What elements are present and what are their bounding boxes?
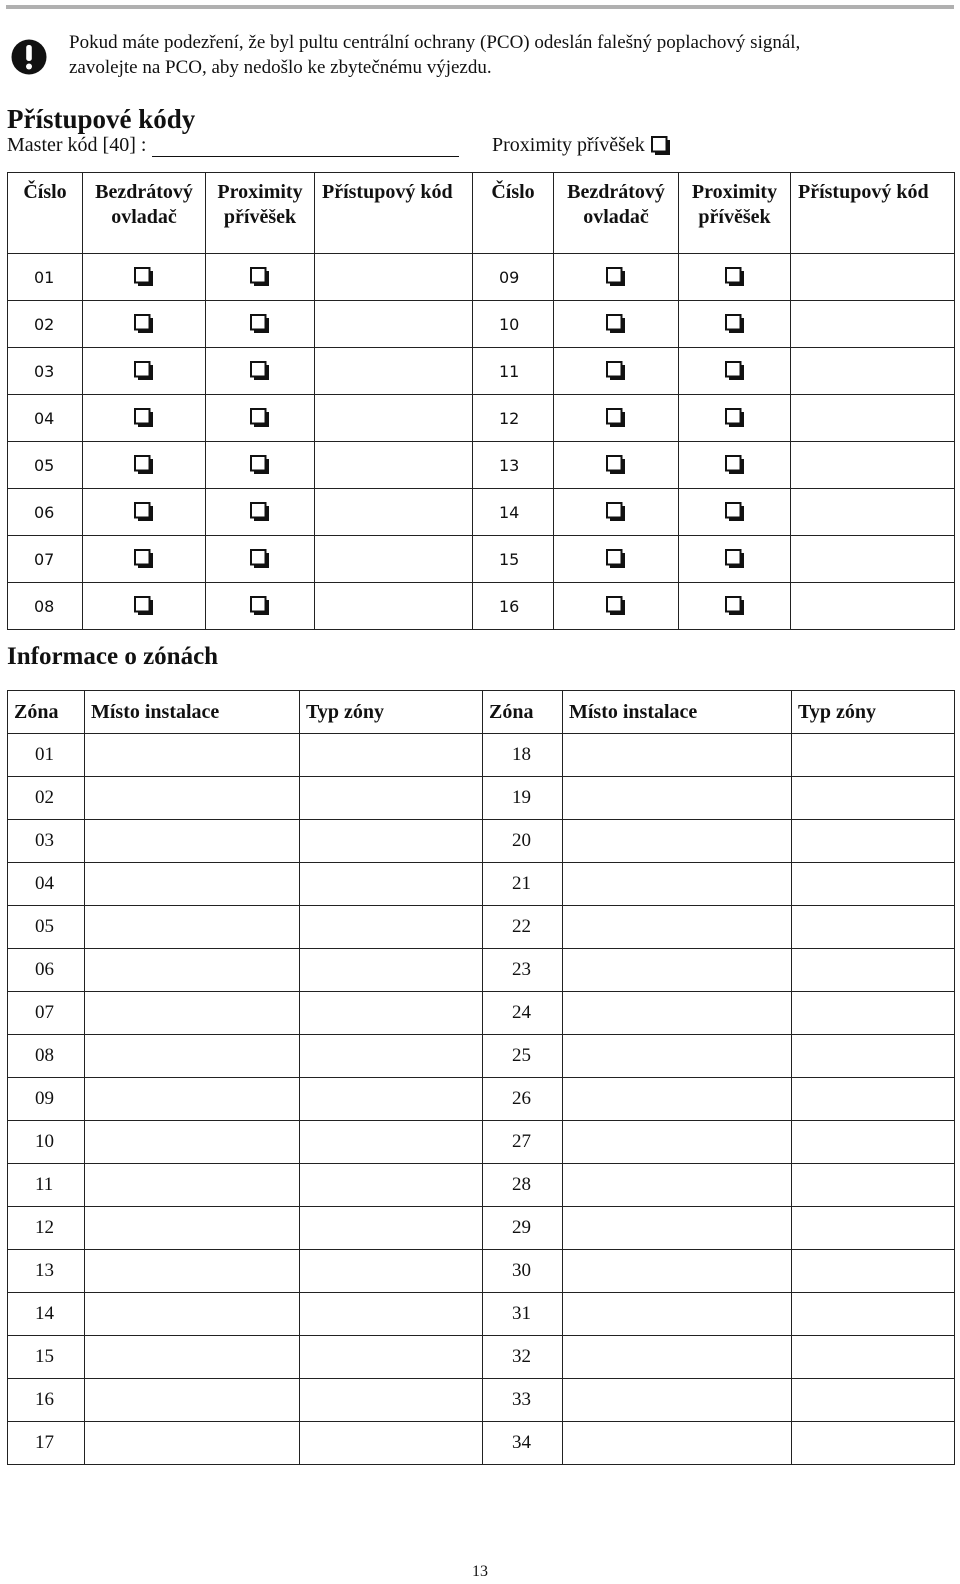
zone-type-cell[interactable] [300,863,483,906]
zone-location-cell[interactable] [85,734,300,777]
wireless-remote-cell [83,442,206,489]
zone-location-cell[interactable] [85,949,300,992]
checkbox-icon[interactable] [725,502,745,522]
zone-number: 02 [8,777,85,820]
zone-type-cell[interactable] [300,992,483,1035]
zone-type-cell[interactable] [792,777,955,820]
zone-type-cell[interactable] [792,734,955,777]
zone-location-cell[interactable] [563,1121,792,1164]
zone-number: 16 [8,1379,85,1422]
proximity-tag-cell [206,348,315,395]
zone-location-cell[interactable] [85,906,300,949]
zone-number: 12 [8,1207,85,1250]
access-code-cell[interactable] [315,489,473,536]
proximity-tag-cell [679,348,791,395]
wireless-remote-cell [554,254,679,301]
page-number: 13 [472,1563,488,1580]
zone-location-cell[interactable] [563,734,792,777]
access-code-row [8,442,955,489]
warning-line-1: Pokud máte podezření, že byl pultu centrální ochrany (PCO) odeslán falešný poplachový signál, [69,32,801,53]
column-header-zone-type-2: Typ zóny [792,691,955,734]
zone-location-cell[interactable] [85,1035,300,1078]
zone-type-cell[interactable] [792,863,955,906]
wireless-remote-cell [83,583,206,630]
zone-location-cell[interactable] [563,906,792,949]
zone-type-cell[interactable] [300,820,483,863]
proximity-tag-cell [679,536,791,583]
checkbox-icon[interactable] [134,408,154,428]
zone-number: 32 [483,1336,563,1379]
access-codes-table [7,172,955,630]
zone-location-cell[interactable] [563,992,792,1035]
zone-number: 07 [8,992,85,1035]
checkbox-icon[interactable] [250,549,270,569]
column-header-location: Místo instalace [85,691,300,734]
zone-type-cell[interactable] [792,906,955,949]
zone-number: 18 [483,734,563,777]
column-header-zone-type: Typ zóny [300,691,483,734]
wireless-remote-cell [83,395,206,442]
zone-location-cell[interactable] [85,1164,300,1207]
zone-row [8,820,955,863]
zone-location-cell[interactable] [563,1207,792,1250]
proximity-tag-label: Proximity přívěšek [492,134,645,156]
zone-row [8,1078,955,1121]
master-code-blank[interactable] [152,136,459,157]
column-header-proximity [206,173,315,254]
zone-number: 11 [8,1164,85,1207]
access-code-row [8,583,955,630]
proximity-header-line-2: přívěšek [698,206,771,228]
column-header-wireless [83,173,206,254]
zone-location-cell[interactable] [85,1379,300,1422]
user-number: 13 [473,442,554,489]
wireless-remote-cell [83,254,206,301]
master-code-label: Master kód [40] : [7,134,147,156]
checkbox-icon[interactable] [725,455,745,475]
user-number: 03 [8,348,83,395]
checkbox-icon[interactable] [134,267,154,287]
master-code-line [7,134,459,157]
zone-number: 25 [483,1035,563,1078]
access-code-cell[interactable] [791,301,955,348]
user-number: 04 [8,395,83,442]
zone-location-cell[interactable] [563,1035,792,1078]
proximity-tag-cell [679,583,791,630]
access-code-cell[interactable] [315,254,473,301]
checkbox-icon[interactable] [250,361,270,381]
access-code-cell[interactable] [791,254,955,301]
zone-number: 04 [8,863,85,906]
zone-row [8,1336,955,1379]
user-number: 08 [8,583,83,630]
zone-type-cell[interactable] [792,820,955,863]
zone-number: 33 [483,1379,563,1422]
user-number: 14 [473,489,554,536]
zone-row [8,777,955,820]
zone-type-cell[interactable] [792,1293,955,1336]
column-header-code-2: Přístupový kód [791,173,955,254]
zone-number: 15 [8,1336,85,1379]
user-number: 07 [8,536,83,583]
zones-body [8,734,955,1465]
checkbox-icon[interactable] [250,596,270,616]
zone-number: 01 [8,734,85,777]
zone-type-cell[interactable] [300,1078,483,1121]
zone-number: 26 [483,1078,563,1121]
proximity-tag-cell [206,442,315,489]
checkbox-icon[interactable] [134,455,154,475]
top-divider [6,5,954,9]
checkbox-icon[interactable] [725,549,745,569]
access-code-cell[interactable] [315,442,473,489]
checkbox-icon[interactable] [606,549,626,569]
checkbox-icon[interactable] [725,267,745,287]
zone-row [8,1422,955,1465]
user-number: 02 [8,301,83,348]
proximity-tag-cell [679,301,791,348]
zone-row [8,992,955,1035]
wireless-remote-cell [83,489,206,536]
checkbox-icon[interactable] [134,314,154,334]
wireless-remote-cell [83,348,206,395]
zone-type-cell[interactable] [300,906,483,949]
access-code-cell[interactable] [791,348,955,395]
user-number: 01 [8,254,83,301]
zone-number: 21 [483,863,563,906]
zone-location-cell[interactable] [563,1422,792,1465]
zone-row [8,1035,955,1078]
zone-location-cell[interactable] [563,820,792,863]
wireless-remote-cell [554,301,679,348]
zone-number: 05 [8,906,85,949]
zones-table [7,690,955,1465]
warning-line-2: zavolejte na PCO, aby nedošlo ke zbytečnému výjezdu. [69,57,492,78]
proximity-tag-cell [206,254,315,301]
wireless-header-line-2: ovladač [111,206,177,228]
zone-type-cell[interactable] [300,1207,483,1250]
access-codes-body [8,254,955,630]
access-code-cell[interactable] [791,536,955,583]
zone-type-cell[interactable] [300,1035,483,1078]
wireless-header-line-1: Bezdrátový [95,181,193,203]
zone-number: 29 [483,1207,563,1250]
access-code-cell[interactable] [791,442,955,489]
checkbox-icon[interactable] [250,408,270,428]
warning-text [69,30,939,80]
column-header-proximity-2 [679,173,791,254]
zone-row [8,1164,955,1207]
access-code-cell[interactable] [791,489,955,536]
user-number: 16 [473,583,554,630]
checkbox-icon[interactable] [250,314,270,334]
access-code-cell[interactable] [315,583,473,630]
zone-row [8,906,955,949]
zone-type-cell[interactable] [300,949,483,992]
access-code-cell[interactable] [315,348,473,395]
zone-number: 27 [483,1121,563,1164]
zone-type-cell[interactable] [792,1035,955,1078]
zone-location-cell[interactable] [563,1078,792,1121]
zone-number: 03 [8,820,85,863]
zone-type-cell[interactable] [792,1121,955,1164]
zone-row [8,1250,955,1293]
zone-location-cell[interactable] [85,992,300,1035]
zone-number: 28 [483,1164,563,1207]
access-code-cell[interactable] [315,536,473,583]
proximity-tag-cell [206,489,315,536]
zone-number: 31 [483,1293,563,1336]
checkbox-icon[interactable] [250,455,270,475]
zone-number: 24 [483,992,563,1035]
access-code-row [8,536,955,583]
wireless-remote-cell [554,442,679,489]
checkbox-icon[interactable] [606,361,626,381]
zone-location-cell[interactable] [563,777,792,820]
zone-row [8,1379,955,1422]
proximity-header-line-1: Proximity [691,181,778,203]
wireless-remote-cell [554,348,679,395]
zone-row [8,863,955,906]
zone-number: 19 [483,777,563,820]
checkbox-icon[interactable] [250,267,270,287]
zone-type-cell[interactable] [300,1293,483,1336]
user-number: 10 [473,301,554,348]
checkbox-icon[interactable] [725,596,745,616]
proximity-tag-cell [679,489,791,536]
wireless-remote-cell [83,536,206,583]
column-header-zone: Zóna [8,691,85,734]
access-code-row [8,301,955,348]
checkbox-icon[interactable] [606,596,626,616]
zone-location-cell[interactable] [85,1422,300,1465]
zone-location-cell[interactable] [85,1207,300,1250]
zone-type-cell[interactable] [792,1207,955,1250]
zone-row [8,1207,955,1250]
checkbox-icon[interactable] [134,596,154,616]
zone-type-cell[interactable] [300,1250,483,1293]
checkbox-icon[interactable] [134,502,154,522]
zone-type-cell[interactable] [792,1250,955,1293]
zone-number: 23 [483,949,563,992]
checkbox-icon[interactable] [606,455,626,475]
access-code-cell[interactable] [791,395,955,442]
proximity-tag-cell [206,301,315,348]
user-number: 12 [473,395,554,442]
zone-location-cell[interactable] [85,1250,300,1293]
zone-number: 09 [8,1078,85,1121]
checkbox-icon[interactable] [606,314,626,334]
zones-title: Informace o zónách [7,643,219,670]
zone-location-cell[interactable] [85,820,300,863]
zone-type-cell[interactable] [792,1164,955,1207]
zone-location-cell[interactable] [563,1379,792,1422]
wireless-remote-cell [554,395,679,442]
zone-type-cell[interactable] [300,1164,483,1207]
zone-type-cell[interactable] [792,1336,955,1379]
access-code-cell[interactable] [315,301,473,348]
access-code-row [8,348,955,395]
zone-location-cell[interactable] [85,1121,300,1164]
user-number: 09 [473,254,554,301]
column-header-code: Přístupový kód [315,173,473,254]
zone-location-cell[interactable] [563,863,792,906]
zone-location-cell[interactable] [85,1336,300,1379]
zone-number: 06 [8,949,85,992]
proximity-header-line-2: přívěšek [223,206,297,228]
access-code-cell[interactable] [315,395,473,442]
proximity-tag-cell [206,583,315,630]
column-header-number: Číslo [8,173,83,254]
zone-location-cell[interactable] [85,1078,300,1121]
zone-number: 14 [8,1293,85,1336]
access-code-row [8,395,955,442]
zones-header-row [8,691,955,734]
zone-row [8,734,955,777]
proximity-tag-option [492,134,671,157]
zone-type-cell[interactable] [792,1379,955,1422]
zone-row [8,1121,955,1164]
zone-number: 30 [483,1250,563,1293]
proximity-tag-cell [679,254,791,301]
exclamation-icon [11,39,47,75]
access-codes-title: Přístupové kódy [7,104,196,134]
column-header-number-2: Číslo [473,173,554,254]
user-number: 15 [473,536,554,583]
access-code-row [8,489,955,536]
zone-type-cell[interactable] [792,1078,955,1121]
zone-row [8,949,955,992]
checkbox-icon[interactable] [606,267,626,287]
zone-location-cell[interactable] [85,1293,300,1336]
zone-number: 20 [483,820,563,863]
zone-type-cell[interactable] [300,1336,483,1379]
access-code-row [8,254,955,301]
checkbox-icon[interactable] [606,502,626,522]
user-number: 06 [8,489,83,536]
zone-number: 22 [483,906,563,949]
zone-location-cell[interactable] [563,1164,792,1207]
zone-location-cell[interactable] [85,777,300,820]
wireless-remote-cell [554,536,679,583]
zone-type-cell[interactable] [300,734,483,777]
access-codes-header-row [8,173,955,254]
zone-type-cell[interactable] [792,1422,955,1465]
column-header-wireless-2 [554,173,679,254]
proximity-tag-cell [679,395,791,442]
wireless-remote-cell [83,301,206,348]
zone-number: 34 [483,1422,563,1465]
checkbox-icon[interactable] [134,549,154,569]
wireless-remote-cell [554,489,679,536]
zone-location-cell[interactable] [563,1293,792,1336]
zone-number: 13 [8,1250,85,1293]
zone-type-cell[interactable] [300,777,483,820]
user-number: 11 [473,348,554,395]
zone-location-cell[interactable] [85,863,300,906]
checkbox-icon[interactable] [134,361,154,381]
wireless-header-line-2: ovladač [583,206,649,228]
checkbox-icon[interactable] [725,408,745,428]
user-number: 05 [8,442,83,489]
access-code-cell[interactable] [791,583,955,630]
zone-number: 17 [8,1422,85,1465]
checkbox-icon[interactable] [250,502,270,522]
zone-location-cell[interactable] [563,1336,792,1379]
wireless-remote-cell [554,583,679,630]
zone-location-cell[interactable] [563,1250,792,1293]
zone-location-cell[interactable] [563,949,792,992]
zone-type-cell[interactable] [792,949,955,992]
proximity-tag-cell [206,536,315,583]
proximity-tag-cell [206,395,315,442]
wireless-header-line-1: Bezdrátový [567,181,665,203]
proximity-tag-cell [679,442,791,489]
zone-number: 08 [8,1035,85,1078]
zone-row [8,1293,955,1336]
column-header-zone-2: Zóna [483,691,563,734]
checkbox-icon[interactable] [606,408,626,428]
zone-type-cell[interactable] [300,1379,483,1422]
checkbox-icon[interactable] [725,314,745,334]
column-header-location-2: Místo instalace [563,691,792,734]
zone-type-cell[interactable] [300,1422,483,1465]
proximity-header-line-1: Proximity [217,181,303,203]
checkbox-icon[interactable] [651,136,671,156]
zone-type-cell[interactable] [792,992,955,1035]
zone-type-cell[interactable] [300,1121,483,1164]
checkbox-icon[interactable] [725,361,745,381]
zone-number: 10 [8,1121,85,1164]
